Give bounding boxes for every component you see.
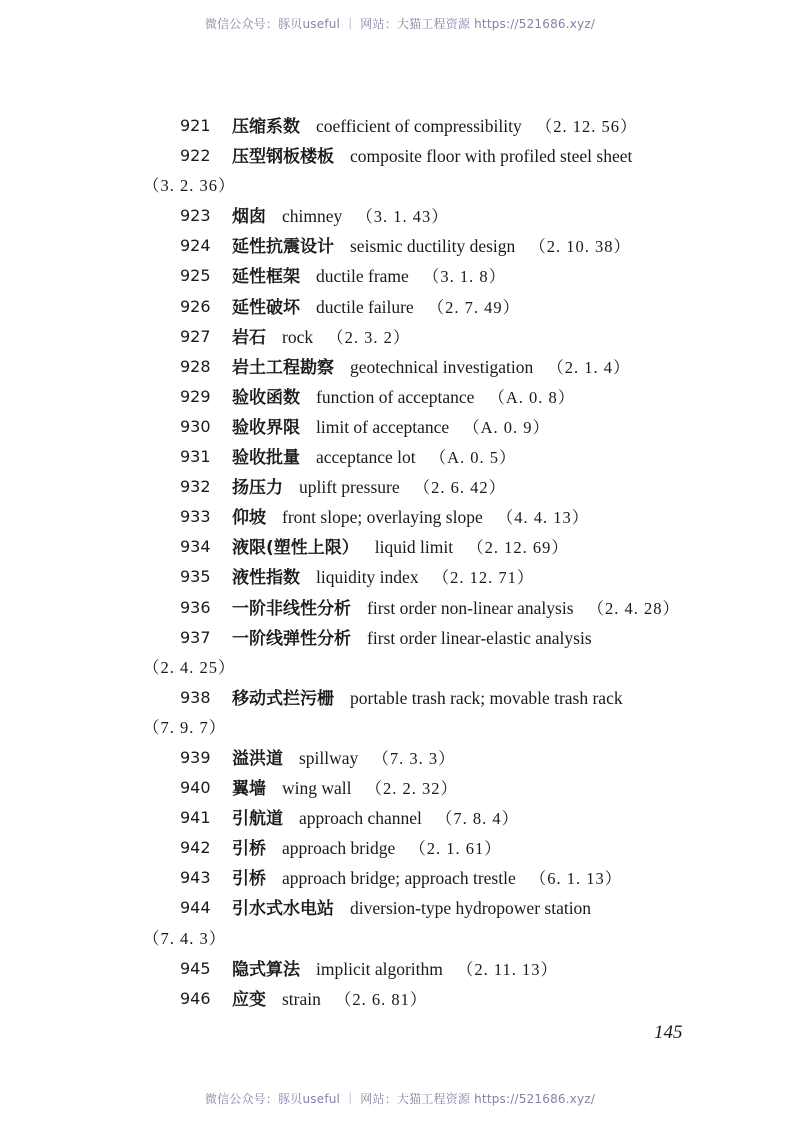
entry-chinese-term: 岩土工程勘察 (232, 357, 334, 378)
entry-english-term: approach channel (299, 808, 422, 829)
entry-section-ref: （2. 12. 56） (535, 117, 638, 136)
entry-english-term: limit of acceptance (316, 416, 450, 437)
glossary-entry-continuation (0, 653, 800, 683)
entry-number: 932 (180, 477, 211, 497)
entry-body (232, 382, 575, 413)
entry-section-ref: （3. 1. 43） (356, 207, 449, 227)
glossary-entry (0, 111, 800, 141)
entry-chinese-term: 一阶线弹性分析 (232, 628, 351, 649)
glossary-entry (0, 261, 800, 291)
entry-english-term: acceptance lot (316, 447, 416, 468)
entry-chinese-term: 移动式拦污栅 (232, 688, 334, 709)
glossary-entry (0, 532, 800, 562)
entry-english-term: wing wall (282, 778, 352, 799)
entry-section-ref: （7. 9. 7） (143, 717, 227, 737)
entry-english-term: portable trash rack; movable trash rack (350, 687, 623, 708)
entry-english-term: approach bridge (282, 838, 396, 859)
entry-chinese-term: 引水式水电站 (232, 899, 334, 920)
glossary-entry (0, 593, 800, 623)
entry-body (232, 562, 534, 593)
entry-body (232, 261, 506, 292)
entry-number: 929 (180, 386, 211, 406)
entry-section-ref: （2. 11. 13） (456, 959, 558, 979)
entry-english-term: coefficient of compressibility (316, 116, 522, 136)
entry-chinese-term: 延性抗震设计 (232, 237, 334, 258)
entry-chinese-term: 延性破坏 (232, 297, 300, 318)
entry-body (232, 683, 637, 714)
entry-english-term: chimney (282, 206, 343, 227)
glossary-entry (0, 292, 800, 322)
glossary-entry (0, 623, 800, 653)
entry-english-term: geotechnical investigation (350, 356, 534, 377)
entry-number: 921 (180, 116, 211, 135)
entry-body (232, 893, 605, 924)
entry-section-ref: （2. 4. 25） (143, 657, 236, 677)
entry-english-term: rock (282, 326, 314, 347)
entry-english-term: implicit algorithm (316, 958, 443, 979)
entry-chinese-term: 扬压力 (232, 478, 283, 499)
entry-section-ref: （4. 4. 13） (496, 508, 590, 528)
entry-section-ref: （2. 6. 81） (334, 989, 428, 1009)
entry-section-ref: （7. 4. 3） (143, 928, 227, 948)
entry-body (232, 442, 517, 473)
entry-number: 944 (180, 898, 211, 918)
entry-number: 926 (180, 296, 211, 316)
entry-chinese-term: 引桥 (232, 839, 266, 860)
glossary-entry (0, 743, 800, 773)
entry-chinese-term: 仰坡 (232, 508, 266, 529)
glossary-entry (0, 893, 800, 923)
glossary-entry (0, 863, 800, 893)
entry-body (232, 743, 456, 774)
entry-body (232, 141, 646, 172)
entry-body (232, 201, 449, 232)
entry-number: 925 (180, 266, 211, 286)
entry-number: 933 (180, 507, 211, 527)
entry-section-ref: （2. 7. 49） (427, 297, 521, 317)
entry-section-ref: （7. 3. 3） (372, 748, 456, 768)
entry-chinese-term: 验收批量 (232, 448, 300, 469)
entry-chinese-term: 验收界限 (232, 417, 300, 438)
glossary-entry-continuation (0, 924, 800, 954)
entry-body (232, 472, 506, 503)
glossary-entry (0, 322, 800, 352)
glossary-entry (0, 984, 800, 1014)
entry-chinese-term: 一阶非线性分析 (232, 598, 351, 619)
entry-body (232, 111, 637, 142)
glossary-entry (0, 412, 800, 442)
entry-section-ref: （A. 0. 8） (488, 387, 576, 407)
glossary-entry (0, 502, 800, 532)
entry-body (232, 984, 427, 1015)
entry-number: 935 (180, 567, 211, 587)
entry-number: 938 (180, 687, 211, 707)
entry-english-term: composite floor with profiled steel sheet (350, 146, 633, 167)
entry-section-ref: （A. 0. 9） (463, 417, 551, 437)
glossary-entry (0, 683, 800, 713)
entry-chinese-term: 应变 (232, 989, 266, 1010)
entry-body (232, 773, 458, 804)
entry-chinese-term: 翼墙 (232, 779, 266, 800)
entry-section-ref: （6. 1. 13） (529, 869, 623, 889)
entry-section-ref: （2. 1. 61） (409, 839, 502, 859)
entry-chinese-term: 引航道 (232, 809, 283, 830)
glossary-entries (0, 111, 800, 1014)
glossary-entry (0, 442, 800, 472)
glossary-entry-continuation (0, 171, 800, 201)
entry-english-term: function of acceptance (316, 386, 475, 407)
entry-chinese-term: 液限(塑性上限） (232, 538, 359, 559)
entry-number: 945 (180, 958, 211, 978)
entry-chinese-term: 验收函数 (232, 387, 300, 408)
entry-body (232, 863, 622, 894)
entry-number: 923 (180, 206, 211, 226)
entry-body (232, 803, 519, 834)
glossary-entry (0, 231, 800, 261)
entry-number: 928 (180, 356, 211, 376)
entry-section-ref: （3. 2. 36） (143, 176, 236, 196)
entry-body (232, 292, 520, 323)
entry-chinese-term: 岩石 (232, 327, 266, 348)
entry-number: 931 (180, 447, 211, 467)
entry-chinese-term: 溢洪道 (232, 748, 283, 769)
glossary-entry (0, 472, 800, 502)
page-number: 145 (654, 1022, 683, 1043)
entry-section-ref: （2. 12. 71） (432, 568, 535, 588)
glossary-entry (0, 773, 800, 803)
entry-number: 922 (180, 146, 211, 166)
entry-chinese-term: 压缩系数 (232, 117, 300, 137)
entry-number: 934 (180, 537, 211, 557)
entry-chinese-term: 引桥 (232, 869, 266, 890)
entry-english-term: liquidity index (316, 567, 419, 588)
entry-chinese-term: 液性指数 (232, 568, 300, 589)
entry-english-term: strain (282, 988, 321, 1009)
entry-body (232, 532, 569, 563)
entry-number: 927 (180, 326, 211, 346)
entry-body (232, 231, 631, 262)
entry-english-term: seismic ductility design (350, 236, 516, 257)
watermark-bottom: 微信公众号：豚贝useful ｜ 网站：大猫工程资源 https://521686.xyz/ (204, 1092, 596, 1106)
entry-chinese-term: 压型钢板楼板 (232, 147, 334, 168)
entry-section-ref: （2. 2. 32） (365, 779, 459, 799)
entry-english-term: front slope; overlaying slope (282, 507, 483, 528)
entry-english-term: ductile failure (316, 296, 414, 317)
entry-section-ref: （2. 10. 38） (529, 237, 632, 257)
entry-body (232, 322, 410, 353)
entry-number: 943 (180, 868, 211, 888)
entry-section-ref: （7. 8. 4） (435, 809, 520, 829)
entry-english-term: first order linear-elastic analysis (367, 627, 592, 648)
entry-number: 939 (180, 747, 211, 767)
entry-english-term: uplift pressure (299, 477, 400, 498)
entry-chinese-term: 烟囱 (232, 207, 266, 228)
entry-chinese-term: 隐式算法 (232, 959, 300, 980)
glossary-entry (0, 352, 800, 382)
glossary-entry (0, 803, 800, 833)
entry-body (232, 352, 630, 383)
entry-body (232, 412, 550, 443)
glossary-entry (0, 141, 800, 171)
entry-number: 940 (180, 778, 211, 798)
entry-body (232, 954, 558, 985)
entry-body (232, 593, 680, 624)
entry-number: 946 (180, 988, 211, 1008)
entry-section-ref: （2. 1. 4） (547, 357, 631, 377)
entry-section-ref: （3. 1. 8） (422, 267, 507, 287)
entry-english-term: liquid limit (374, 537, 454, 558)
entry-number: 937 (180, 627, 211, 647)
glossary-entry (0, 954, 800, 984)
glossary-entry (0, 833, 800, 863)
entry-body (232, 502, 589, 533)
entry-english-term: ductile frame (316, 266, 409, 287)
entry-number: 930 (180, 416, 211, 436)
entry-section-ref: （2. 4. 28） (587, 598, 681, 618)
entry-number: 936 (180, 597, 211, 617)
entry-section-ref: （2. 12. 69） (467, 538, 569, 558)
entry-number: 942 (180, 838, 211, 858)
entry-english-term: spillway (299, 747, 359, 768)
entry-number: 924 (180, 236, 211, 256)
entry-english-term: diversion-type hydropower station (350, 898, 592, 919)
entry-section-ref: （A. 0. 5） (429, 448, 517, 468)
entry-body (232, 623, 606, 654)
entry-number: 941 (180, 808, 211, 828)
entry-section-ref: （2. 3. 2） (327, 327, 411, 347)
entry-english-term: first order non-linear analysis (367, 597, 574, 618)
entry-section-ref: （2. 6. 42） (413, 478, 507, 498)
glossary-entry-continuation (0, 713, 800, 743)
glossary-entry (0, 382, 800, 412)
entry-chinese-term: 延性框架 (232, 267, 300, 288)
watermark-top: 微信公众号：豚贝useful ｜ 网站：大猫工程资源 https://521686.xyz/ (204, 17, 596, 31)
entry-body (232, 833, 502, 864)
entry-english-term: approach bridge; approach trestle (282, 868, 516, 889)
glossary-entry (0, 201, 800, 231)
glossary-entry (0, 562, 800, 592)
